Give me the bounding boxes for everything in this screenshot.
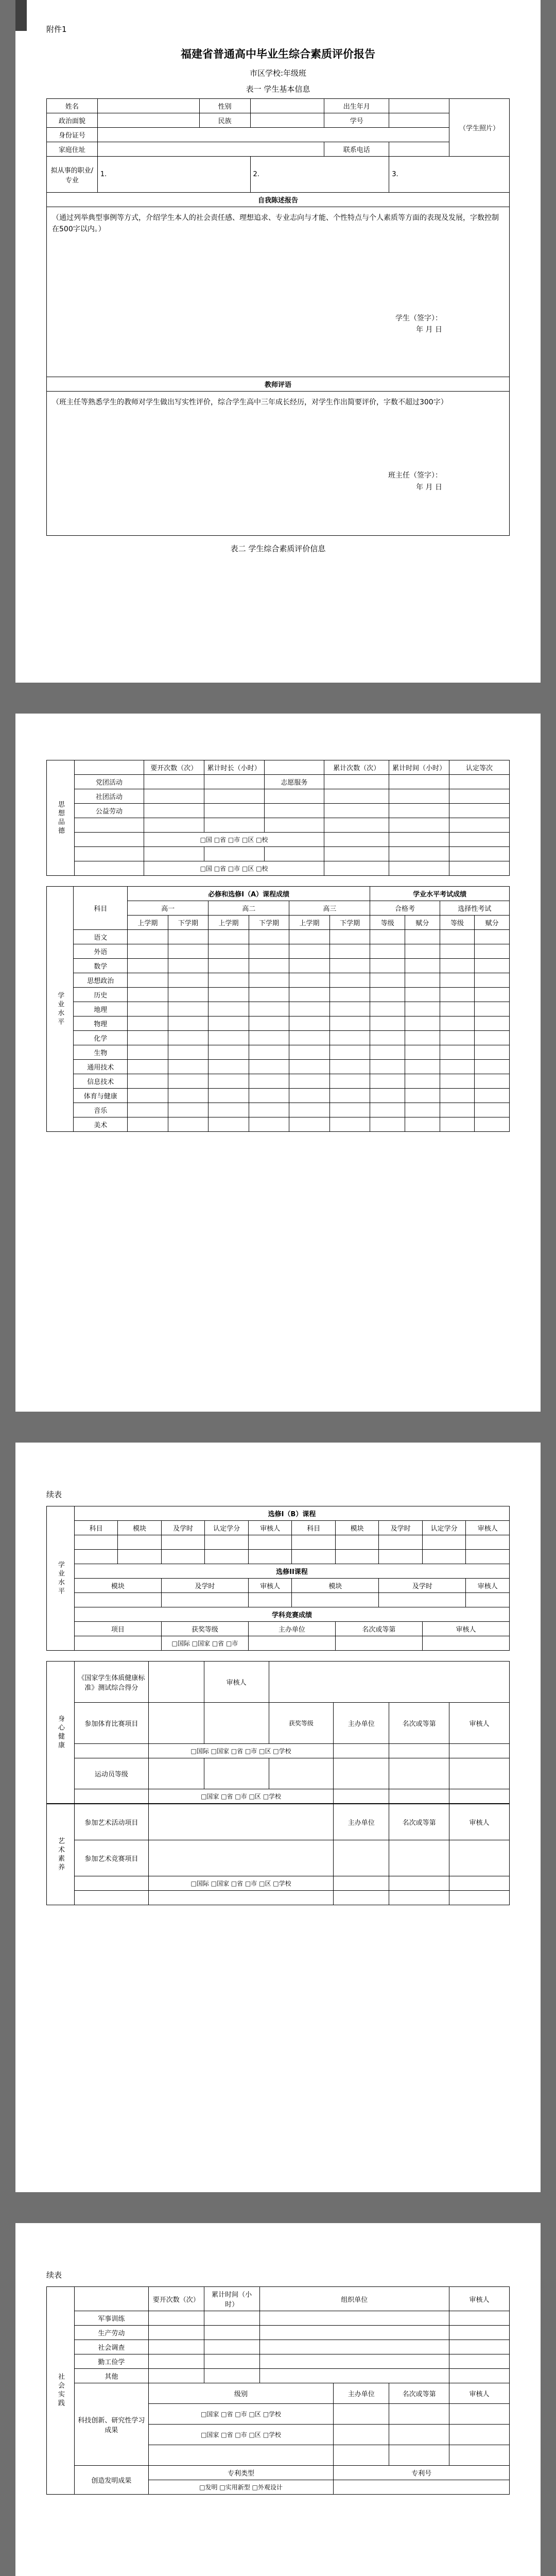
col-reviewer: 审核人 — [204, 1662, 269, 1703]
grade-2: 高二 — [208, 901, 289, 916]
elective-table: 学业水平 选修I（B）课程 科目 模块 及学时 认定学分 审核人 科目 模块 及学时 认定学分 审核人 选修II课程 模块 及学时 审核人 模块 及学时 审核人 学科竞赛成绩 项目 获奖等级 主办单位 名次或等第 审核人 □国际 □国家 □省 □市 — [46, 1506, 510, 1651]
section-practice: 社会实践 — [47, 2287, 75, 2495]
subject-row: 数学 — [74, 959, 128, 973]
practice-table — [46, 2286, 510, 2495]
row-production: 生产劳动 — [74, 2326, 148, 2340]
teacher-comment-instructions: （班主任等熟悉学生的教师对学生做出写实性评价，综合学生高中三年成长经历，对学生作出简要评价，字数不超过300字） — [52, 398, 448, 406]
label-student-no: 学号 — [324, 113, 389, 128]
col-org: 组织单位 — [259, 2287, 449, 2311]
table1-caption: 表一 学生基本信息 — [246, 84, 310, 94]
row-workstudy: 勤工俭学 — [74, 2354, 148, 2369]
intent-1: 1. — [97, 157, 250, 193]
subject-row: 历史 — [74, 988, 128, 1002]
col-host: 主办单位 — [334, 1804, 389, 1840]
subject-row: 地理 — [74, 1002, 128, 1016]
patent-options: □发明 □实用新型 □外观设计 — [148, 2480, 334, 2495]
label-address: 家庭住址 — [47, 142, 98, 157]
col-reviewer: 审核人 — [449, 1703, 510, 1744]
row-party: 党团活动 — [74, 775, 144, 789]
row-other: 其他 — [74, 2369, 148, 2383]
col-hours: 及学时 — [161, 1579, 248, 1593]
grades-table — [46, 886, 510, 1132]
elective-title: 选修I（B）课程 — [74, 1506, 509, 1521]
col-total-hours: 累计时间（小时） — [389, 760, 449, 775]
teacher-comment-body — [47, 392, 510, 536]
col-subject: 科目 — [292, 1521, 336, 1535]
col-reviewer: 审核人 — [449, 1804, 510, 1840]
col-times: 要开次数（次） — [148, 2287, 204, 2311]
col-project: 项目 — [74, 1622, 161, 1636]
col-hours: 及学时 — [161, 1521, 205, 1535]
col-rank: 名次或等第 — [389, 1804, 449, 1840]
teacher-comment-title: 教师评语 — [47, 377, 510, 392]
col-reviewer: 审核人 — [449, 2287, 510, 2311]
section-level: 学业水平 — [47, 1506, 75, 1651]
moral-table: 思想品德 要开次数（次） 累计时长（小时） 累计次数（次） 累计时间（小时） 认定等次 党团活动 志愿服务 社团活动 公益劳动 □国 □省 □市 □区 □校 □国 □省 □市 □区 □校 — [46, 760, 510, 876]
col-times: 要开次数（次） — [144, 760, 204, 775]
self-report-body — [47, 207, 510, 377]
table2-caption: 表二 学生综合素质评价信息 — [230, 544, 326, 553]
col-award: 名次或等第 — [389, 2383, 449, 2404]
test-title: 学业水平考试成绩 — [370, 887, 510, 901]
section-art: 艺术素养 — [47, 1804, 75, 1905]
col-reviewer: 审核人 — [422, 1622, 509, 1636]
optional-test: 选择性考试 — [440, 901, 509, 916]
subject-row: 语文 — [74, 930, 128, 944]
continued-label: 续表 — [46, 1490, 62, 1499]
student-sign: 学生（签字）： — [395, 314, 442, 323]
col-rank: 名次或等第 — [335, 1622, 422, 1636]
row-sports: 参加体育比赛项目 — [74, 1703, 148, 1744]
row-volunteer: 志愿服务 — [264, 775, 324, 789]
subject-row: 信息技术 — [74, 1074, 128, 1089]
self-report-instructions: （通过列举典型事例等方式，介绍学生本人的社会责任感、理想追求、专业志向与才能、个性特点与个人素质等方面的表现及发展，字数控制在500字以内。） — [52, 214, 499, 234]
opt-grade: 等级 — [440, 916, 475, 930]
subject-row: 外语 — [74, 944, 128, 959]
col-reviewer: 审核人 — [248, 1521, 292, 1535]
col-hours: 及学时 — [379, 1521, 423, 1535]
subject-row: 思想政治 — [74, 973, 128, 988]
photo-box: （学生照片） — [449, 99, 510, 157]
section-academic: 学业水平 — [47, 887, 74, 1132]
col-level: 级别 — [148, 2383, 334, 2404]
col-module: 模块 — [118, 1521, 162, 1535]
term-1: 上学期 — [128, 916, 168, 930]
intent-2: 2. — [250, 157, 389, 193]
col-total-times: 累计次数（次） — [324, 760, 389, 775]
subject-row: 生物 — [74, 1045, 128, 1060]
art-table: 艺术素养 参加艺术活动项目 主办单位 名次或等第 审核人 参加艺术竞赛项目 □国际 □国家 □省 □市 □区 □学校 — [46, 1804, 510, 1905]
row-research: 科技创新、研究性学习成果 — [74, 2383, 148, 2466]
col-module: 模块 — [335, 1521, 379, 1535]
report-subtitle: 市区学校:年级班 — [249, 69, 307, 78]
label-id: 身份证号 — [47, 128, 98, 142]
subject-row: 美术 — [74, 1117, 128, 1132]
row-survey: 社会调查 — [74, 2340, 148, 2354]
page-4 — [15, 2223, 541, 2576]
label-phone: 联系电话 — [324, 142, 389, 157]
row-fitness: 《国家学生体质健康标准》测试综合得分 — [74, 1662, 148, 1703]
student-sign-date: 年 月 日 — [416, 326, 442, 334]
col-patent-type: 专利类型 — [148, 2466, 334, 2480]
pass-test: 合格考 — [370, 901, 440, 916]
col-hours: 及学时 — [379, 1579, 466, 1593]
col-module: 模块 — [292, 1579, 379, 1593]
pass-grade: 等级 — [370, 916, 405, 930]
continued-label: 续表 — [46, 2270, 62, 2280]
col-credit: 认定学分 — [205, 1521, 249, 1535]
col-subject: 科目 — [74, 887, 128, 930]
row-invention: 创造发明成果 — [74, 2466, 148, 2495]
col-subject: 科目 — [74, 1521, 118, 1535]
col-credit: 认定学分 — [422, 1521, 466, 1535]
page-2 — [15, 714, 541, 1412]
col-module: 模块 — [74, 1579, 161, 1593]
col-rank: 名次或等第 — [389, 1703, 449, 1744]
grade-3: 高三 — [289, 901, 370, 916]
col-hours: 累计时长（小时） — [204, 760, 264, 775]
page-1 — [15, 0, 541, 683]
col-reviewer: 审核人 — [466, 1521, 510, 1535]
col-patent-no: 专利号 — [334, 2466, 510, 2480]
level-options: □国家 □省 □市 □区 □学校 — [148, 2425, 334, 2445]
subject-row: 体育与健康 — [74, 1089, 128, 1103]
label-gender: 性别 — [199, 99, 250, 113]
row-art-activity: 参加艺术活动项目 — [74, 1804, 148, 1840]
teacher-sign: 班主任（签字）： — [388, 471, 442, 480]
col-rating: 认定等次 — [449, 760, 510, 775]
col-award-level: 获奖等级 — [161, 1622, 248, 1636]
col-reviewer: 审核人 — [248, 1579, 292, 1593]
row-art-contest: 参加艺术竞赛项目 — [74, 1840, 148, 1876]
col-hours: 累计时间（小时） — [204, 2287, 259, 2311]
subject-row: 化学 — [74, 1031, 128, 1045]
row-club: 社团活动 — [74, 789, 144, 804]
row-military: 军事训练 — [74, 2311, 148, 2326]
opt-score: 赋分 — [475, 916, 510, 930]
course-title: 必修和选修I（A）课程成绩 — [128, 887, 370, 901]
term-3: 上学期 — [208, 916, 249, 930]
subject-row: 通用技术 — [74, 1060, 128, 1074]
col-host: 主办单位 — [248, 1622, 335, 1636]
label-name: 姓名 — [47, 99, 98, 113]
grade-1: 高一 — [128, 901, 208, 916]
pass-score: 赋分 — [405, 916, 440, 930]
col-reviewer: 审核人 — [449, 2383, 510, 2404]
page-3 — [15, 1443, 541, 2192]
term-2: 下学期 — [168, 916, 208, 930]
term-5: 上学期 — [289, 916, 330, 930]
row-athlete: 运动员等级 — [74, 1758, 148, 1789]
section-health: 身心健康 — [47, 1662, 75, 1804]
self-report-title: 自我陈述报告 — [47, 193, 510, 207]
col-award-level: 获奖等级 — [269, 1703, 334, 1744]
elective2-title: 选修II课程 — [74, 1564, 509, 1579]
col-host: 主办单位 — [334, 2383, 389, 2404]
label-ethnic: 民族 — [199, 113, 250, 128]
row-labor: 公益劳动 — [74, 804, 144, 818]
subject-row: 音乐 — [74, 1103, 128, 1117]
term-6: 下学期 — [329, 916, 370, 930]
intent-3: 3. — [389, 157, 510, 193]
teacher-sign-date: 年 月 日 — [416, 483, 442, 492]
label-birth: 出生年月 — [324, 99, 389, 113]
col-reviewer: 审核人 — [466, 1579, 510, 1593]
contest-title: 学科竞赛成绩 — [74, 1607, 509, 1622]
basic-info-table — [46, 98, 510, 536]
subject-row: 物理 — [74, 1016, 128, 1031]
section-moral: 思想品德 — [47, 760, 75, 876]
label-politics: 政治面貌 — [47, 113, 98, 128]
label-intent: 拟从事的职业/专业 — [47, 157, 98, 193]
col-host: 主办单位 — [334, 1703, 389, 1744]
level-options: □国家 □省 □市 □区 □学校 — [148, 2404, 334, 2425]
attachment-label: 附件1 — [46, 25, 67, 34]
health-arts-table: 身心健康 《国家学生体质健康标准》测试综合得分 审核人 参加体育比赛项目 获奖等级 主办单位 名次或等第 审核人 □国际 □国家 □省 □市 □区 □学校 运动员等级 □国家 □省 □市 □区 □学校 — [46, 1661, 510, 1804]
report-title: 福建省普通高中毕业生综合素质评价报告 — [181, 48, 375, 60]
term-4: 下学期 — [249, 916, 289, 930]
